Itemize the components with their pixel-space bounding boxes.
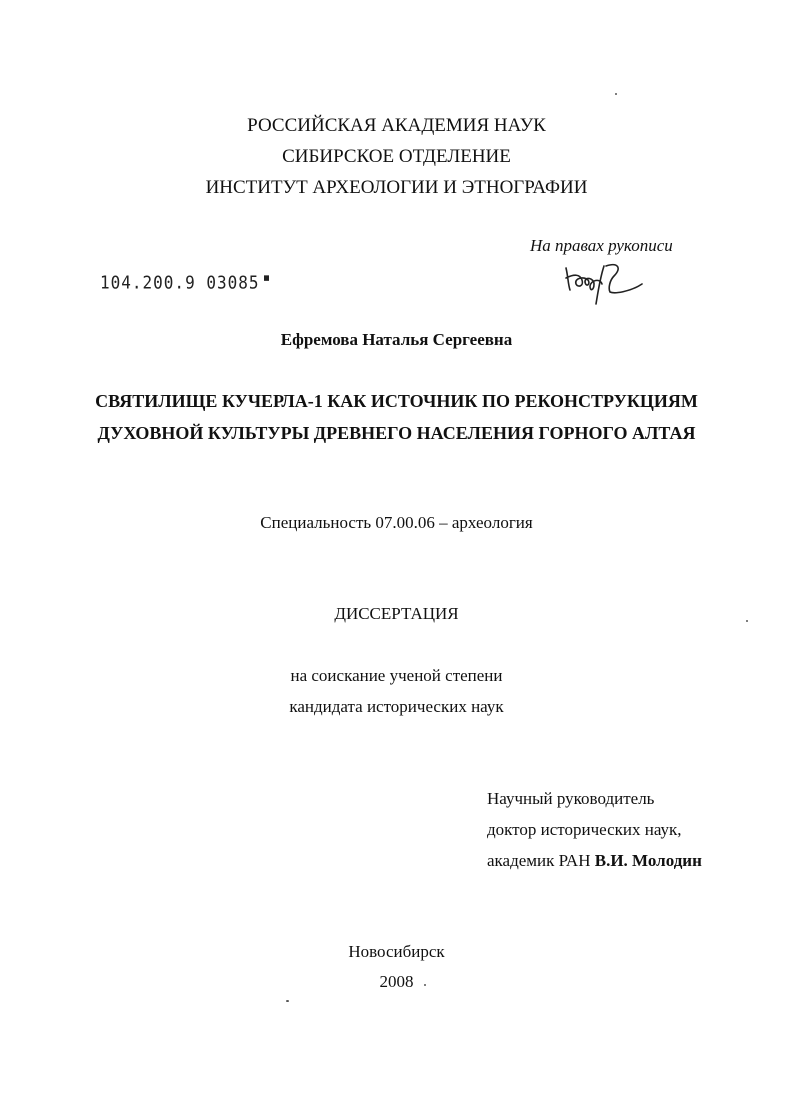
- scan-speck: [424, 984, 426, 986]
- supervisor-title: академик РАН: [487, 851, 595, 870]
- supervisor-name-line: [487, 845, 702, 876]
- scan-speck: [286, 1000, 289, 1002]
- manuscript-rights-label: На правах рукописи: [530, 236, 673, 255]
- scan-speck: [615, 93, 617, 95]
- dissertation-title-line-2: ДУХОВНОЙ КУЛЬТУРЫ ДРЕВНЕГО НАСЕЛЕНИЯ ГОРНОГО АЛТАЯ: [97, 423, 696, 443]
- degree-line-1: на соискание ученой степени: [290, 666, 503, 685]
- specialty: Специальность 07.00.06 – археология: [260, 513, 533, 532]
- degree-line-2: кандидата исторических наук: [289, 697, 504, 716]
- archive-code: 104.200.9 03085: [100, 272, 260, 293]
- supervisor-degree: доктор исторических наук,: [487, 820, 682, 839]
- institution-line-1: РОССИЙСКАЯ АКАДЕМИЯ НАУК: [247, 115, 546, 136]
- signature-image: [560, 258, 650, 308]
- scan-speck: [746, 620, 748, 622]
- document-type: ДИССЕРТАЦИЯ: [334, 604, 459, 623]
- year: 2008: [379, 972, 414, 991]
- author-name: Ефремова Наталья Сергеевна: [280, 330, 513, 349]
- institution-line-3: ИНСТИТУТ АРХЕОЛОГИИ И ЭТНОГРАФИИ: [205, 177, 588, 198]
- stamp-dot-icon: [264, 275, 269, 281]
- dissertation-title-line-1: СВЯТИЛИЩЕ КУЧЕРЛА-1 КАК ИСТОЧНИК ПО РЕКОНСТРУКЦИЯМ: [95, 391, 698, 411]
- archive-code-stamp: [100, 272, 269, 293]
- institution-line-2: СИБИРСКОЕ ОТДЕЛЕНИЕ: [282, 146, 511, 167]
- city: Новосибирск: [348, 942, 445, 961]
- supervisor-label: Научный руководитель: [487, 789, 655, 808]
- supervisor-name: В.И. Молодин: [594, 851, 702, 870]
